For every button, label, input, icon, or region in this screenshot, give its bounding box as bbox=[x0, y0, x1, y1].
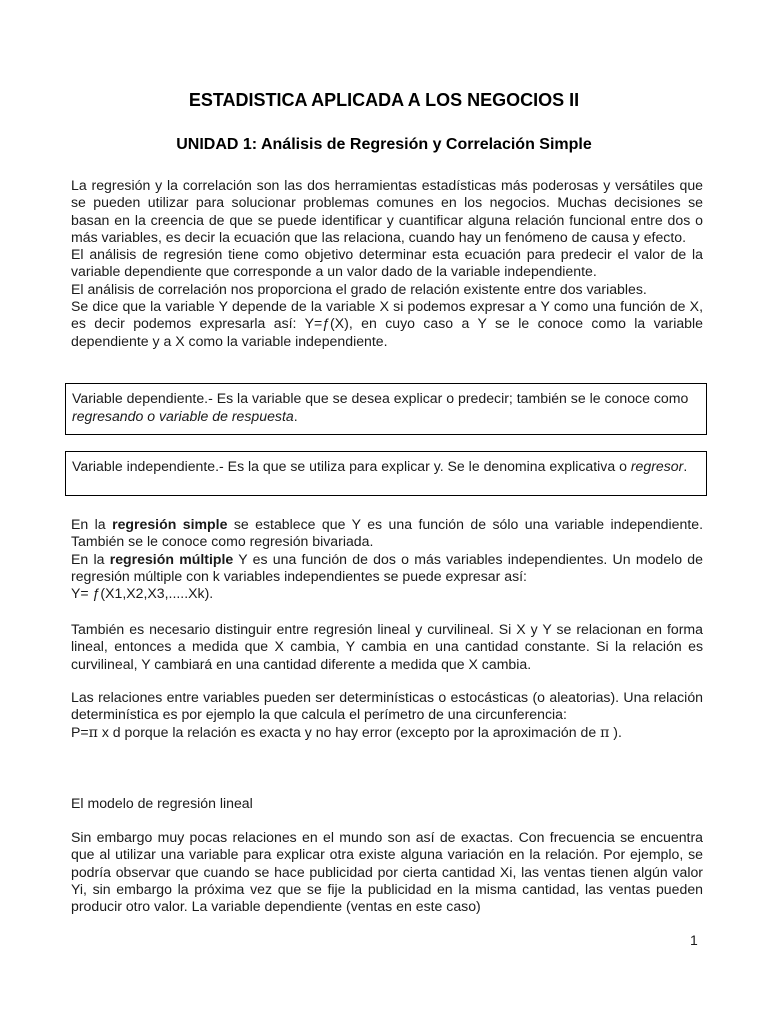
text-run: En la bbox=[71, 550, 110, 567]
bold-term: regresión múltiple bbox=[109, 550, 234, 567]
section-heading: El modelo de regresión lineal bbox=[71, 795, 253, 811]
definition-end: . bbox=[683, 458, 688, 474]
simple-regression-paragraph bbox=[71, 516, 703, 551]
bold-term: regresión simple bbox=[112, 516, 228, 532]
perimeter-formula bbox=[71, 724, 703, 742]
relations-paragraph: Las relaciones entre variables pueden ser determinísticas o estocásticas (o aleatorias). Una relación determinística es por ejemplo la que calcula el perímetro de una circunferencia: bbox=[71, 689, 703, 723]
regression-types-section bbox=[71, 516, 703, 602]
text-run: x d porque la relación es exacta y no hay error (excepto por la aproximación de bbox=[97, 723, 601, 740]
text-run: Y es una función de dos o más variables independientes. Un modelo de regresión múltiple con k variables independientes se puede expresar así: bbox=[71, 550, 703, 584]
unit-subtitle: UNIDAD 1: Análisis de Regresión y Correlación Simple bbox=[176, 136, 592, 153]
intro-paragraph: El análisis de regresión tiene como objetivo determinar esta ecuación para predecir el valor de la variable dependiente que corresponde a un valor dado de la variable independiente. bbox=[71, 246, 703, 280]
linear-section bbox=[71, 621, 703, 673]
definition-end: . bbox=[293, 408, 298, 424]
definition-box-independent bbox=[65, 451, 707, 496]
document-title: ESTADISTICA APLICADA A LOS NEGOCIOS II bbox=[188, 90, 580, 110]
model-paragraph: Sin embargo muy pocas relaciones en el mundo son así de exactas. Con frecuencia se encuentra que al utilizar una variable para explicar otra existe alguna variación en la relación. Por ejemplo, se podría observar que cuando se hace publicidad por cierta cantidad Xi, las ventas tienen algún valor Yi, sin embargo la próxima vez que se fije la publicidad en la misma cantidad, las ventas pueden producir otro valor. La variable dependiente (ventas en este caso) bbox=[71, 829, 703, 915]
intro-section bbox=[71, 177, 703, 350]
intro-paragraph: Se dice que la variable Y depende de la variable X si podemos expresar a Y como una función de X, es decir podemos expresarla así: Y=ƒ(X), en cuyo caso a Y se le conoce como la variable dependiente y a X como la variable independiente. bbox=[71, 298, 703, 349]
text-run: En la bbox=[71, 516, 113, 532]
text-run: se establece que Y es una función de sólo una variable independiente. También se le conoce como regresión bivariada. bbox=[71, 516, 703, 550]
multiple-regression-paragraph bbox=[71, 551, 703, 586]
definition-italic: regresor bbox=[630, 458, 684, 474]
text-run: P= bbox=[71, 723, 89, 740]
definition-box-dependent bbox=[65, 383, 707, 435]
pi-symbol: π bbox=[88, 724, 98, 741]
intro-paragraph: El análisis de correlación nos proporciona el grado de relación existente entre dos variables. bbox=[71, 280, 647, 297]
definition-italic: regresando o variable de respuesta bbox=[72, 408, 294, 424]
model-section bbox=[71, 829, 703, 915]
pi-symbol: π bbox=[600, 724, 610, 741]
linear-paragraph: También es necesario distinguir entre regresión lineal y curvilineal. Si X y Y se relacionan en forma lineal, entonces a medida que X cambia, Y cambia en una cantidad constante. Si la relación es curvilineal, Y cambiará en una cantidad diferente a medida que X cambia. bbox=[71, 621, 703, 672]
text-run: ). bbox=[609, 723, 622, 740]
page-number: 1 bbox=[690, 932, 698, 948]
definition-text: Variable independiente.- Es la que se utiliza para explicar y. Se le denomina explicativa o bbox=[72, 458, 631, 474]
definition-text: Variable dependiente.- Es la variable que se desea explicar o predecir; también se le conoce como bbox=[72, 390, 689, 406]
model-heading-section bbox=[71, 795, 703, 812]
multiple-regression-formula: Y= ƒ(X1,X2,X3,.....Xk). bbox=[71, 585, 214, 602]
relations-section bbox=[71, 689, 703, 742]
intro-paragraph: La regresión y la correlación son las dos herramientas estadísticas más poderosas y versátiles que se pueden utilizar para solucionar problemas comunes en los negocios. Muchas decisiones se basan en la creencia de que se puede identificar y cuantificar alguna relación funcional entre dos o más variables, es decir la ecuación que las relaciona, cuando hay un fenómeno de causa y efecto. bbox=[71, 177, 703, 245]
